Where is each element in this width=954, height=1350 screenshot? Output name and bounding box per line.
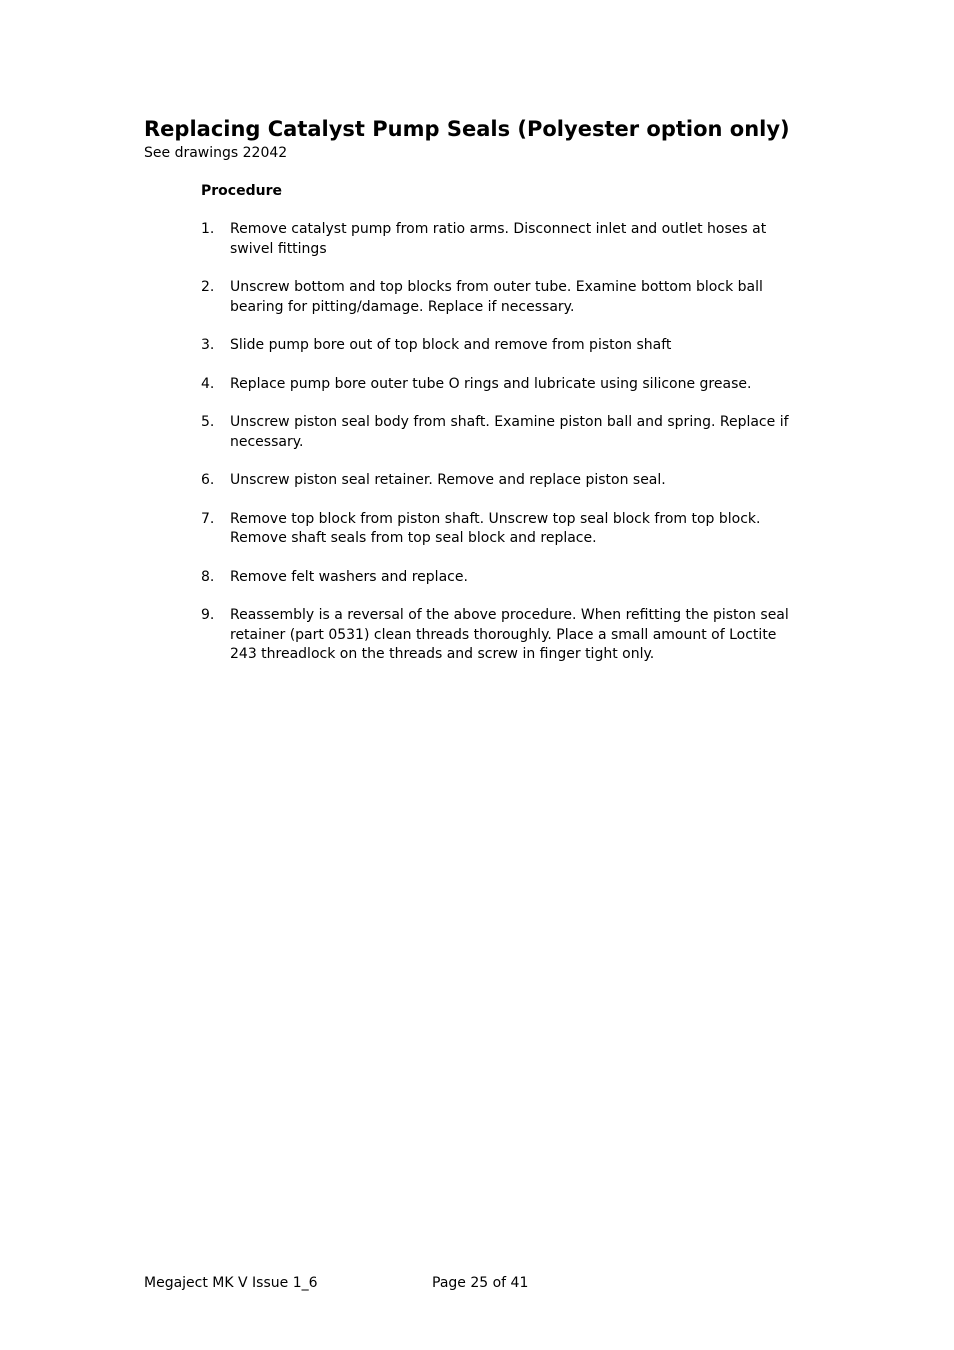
step-number: 6. bbox=[201, 472, 215, 488]
procedure-step bbox=[201, 336, 801, 356]
step-number: 8. bbox=[201, 568, 215, 585]
step-text: Remove felt washers and replace. bbox=[230, 568, 468, 585]
step-number: 7. bbox=[201, 510, 215, 527]
footer-document-id: Megaject MK V Issue 1_6 bbox=[144, 1275, 318, 1291]
procedure-step bbox=[201, 568, 801, 588]
step-text: Unscrew piston seal body from shaft. Examine piston ball and spring. Replace if necessary. bbox=[230, 414, 789, 450]
procedure-step bbox=[201, 471, 801, 491]
step-text: Unscrew bottom and top blocks from outer tube. Examine bottom block ball bearing for pitting/damage. Replace if necessary. bbox=[230, 279, 763, 315]
step-number: 5. bbox=[201, 414, 215, 430]
procedure-step bbox=[201, 375, 801, 395]
step-number: 3. bbox=[201, 337, 215, 353]
procedure-steps-list bbox=[201, 220, 801, 684]
step-text: Unscrew piston seal retainer. Remove and replace piston seal. bbox=[230, 472, 666, 488]
drawing-reference: See drawings 22042 bbox=[144, 145, 288, 161]
step-text: Replace pump bore outer tube O rings and lubricate using silicone grease. bbox=[230, 375, 752, 392]
step-text: Remove top block from piston shaft. Unscrew top seal block from top block. Remove shaft seals from top seal block and replace. bbox=[230, 510, 761, 546]
step-text: Reassembly is a reversal of the above procedure. When refitting the piston seal retainer (part 0531) clean threads thoroughly. Place a small amount of Loctite 243 threadlock on the threads and screw in finger tight only. bbox=[230, 607, 789, 662]
step-number: 9. bbox=[201, 607, 215, 623]
footer-page-number: Page 25 of 41 bbox=[432, 1275, 529, 1291]
procedure-step bbox=[201, 606, 801, 665]
procedure-step bbox=[201, 278, 801, 317]
page-title: Replacing Catalyst Pump Seals (Polyester option only) bbox=[144, 117, 790, 141]
step-text: Slide pump bore out of top block and remove from piston shaft bbox=[230, 337, 672, 353]
procedure-step bbox=[201, 220, 801, 259]
procedure-step bbox=[201, 510, 801, 549]
step-number: 2. bbox=[201, 279, 215, 295]
procedure-step bbox=[201, 413, 801, 452]
section-heading: Procedure bbox=[201, 183, 282, 199]
step-text: Remove catalyst pump from ratio arms. Disconnect inlet and outlet hoses at swivel fittings bbox=[230, 221, 767, 257]
step-number: 4. bbox=[201, 375, 215, 392]
step-number: 1. bbox=[201, 221, 215, 237]
